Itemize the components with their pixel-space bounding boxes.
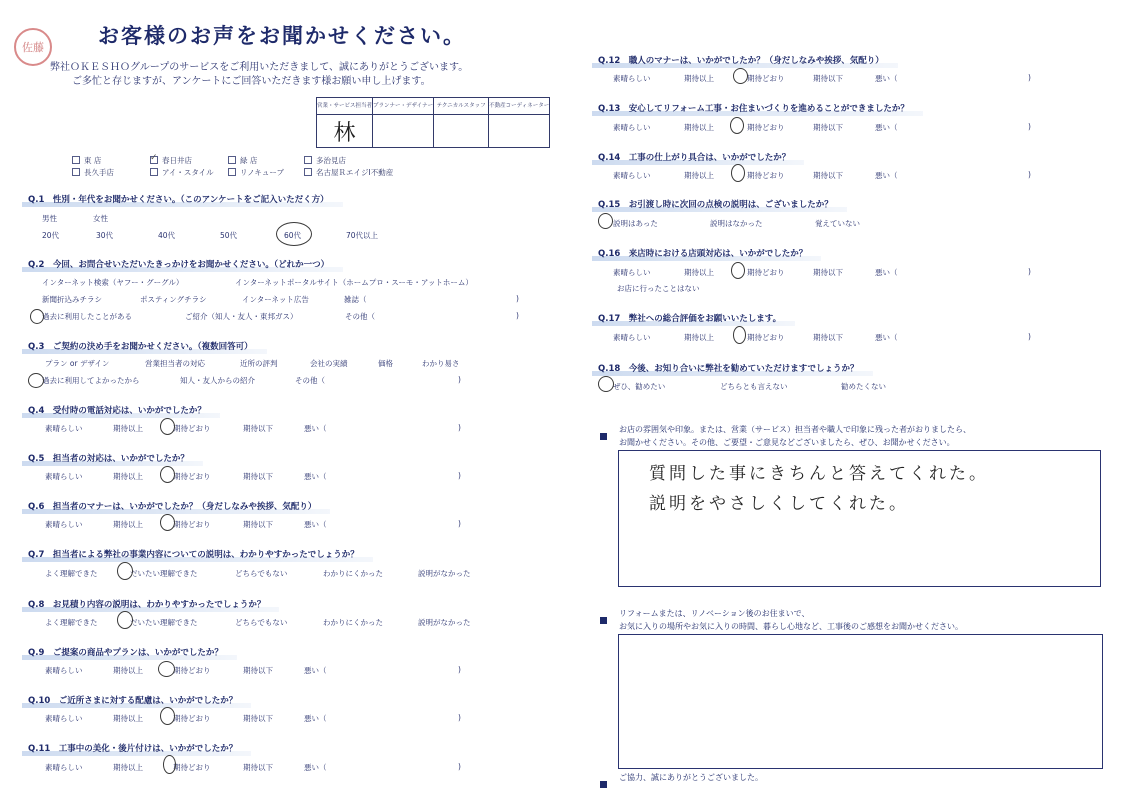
q8-option-mostly[interactable]: だいたい理解できた [130, 618, 198, 627]
q14-option-excellent[interactable]: 素晴らしい [613, 171, 651, 180]
q18-option-no[interactable]: 勧めたくない [841, 382, 886, 391]
question-16-heading: Q.16 来店時における店頭対応は、いかがでしたか？ [598, 249, 808, 259]
q5-option-above[interactable]: 期待以上 [113, 472, 143, 481]
answer-circle-mark [598, 376, 614, 392]
q2-option-internet-search[interactable]: インターネット検索（ヤフー・グーグル） [42, 278, 184, 287]
comment-box-2[interactable] [618, 634, 1103, 769]
branch-label: 東 店 [84, 156, 102, 165]
q1-option-30s[interactable]: 30代 [96, 231, 114, 240]
q7-option-neutral[interactable]: どちらでもない [235, 569, 288, 578]
q11-option-above[interactable]: 期待以上 [113, 763, 143, 772]
question-8-heading: Q.8 お見積り内容の説明は、わかりやすかったでしょうか？ [28, 600, 266, 610]
q2-option-posting-flyer[interactable]: ポスティングチラシ [140, 295, 207, 304]
thanks-text: ご協力、誠にありがとうございました。 [619, 773, 763, 782]
comment-prompt-1-line-1: お店の雰囲気や印象。または、営業（サービス）担当者や職人で印象に残った者がおりましたら、 [619, 425, 971, 434]
question-13-heading: Q.13 安心してリフォーム工事・お住まいづくりを進めることができましたか？ [598, 104, 909, 114]
q12-option-above[interactable]: 期待以上 [684, 74, 714, 83]
q10-option-excellent[interactable]: 素晴らしい [45, 714, 83, 723]
q8-option-unclear[interactable]: わかりにくかった [323, 618, 383, 627]
q1-option-20s[interactable]: 20代 [42, 231, 60, 240]
seal-stamp [14, 28, 52, 66]
question-11-heading: Q.11 工事中の美化・後片付けは、いかがでしたか？ [28, 744, 238, 754]
q6-option-excellent[interactable]: 素晴らしい [45, 520, 83, 529]
q12-option-poor[interactable]: 悪い（ [875, 74, 898, 83]
answer-circle-mark [598, 213, 613, 229]
q8-option-neutral[interactable]: どちらでもない [235, 618, 288, 627]
question-12-heading: Q.12 職人のマナーは、いかがでしたか？（身だしなみや挨拶、気配り） [598, 56, 884, 66]
staff-value-realestate[interactable] [489, 115, 550, 148]
q2-option-referral[interactable]: ご紹介（知人・友人・東邦ガス） [185, 312, 298, 321]
staff-value-technical[interactable] [434, 115, 489, 148]
branch-option[interactable] [304, 167, 394, 178]
q7-option-fully[interactable]: よく理解できた [45, 569, 98, 578]
q17-option-poor[interactable]: 悪い（ [875, 333, 898, 342]
branch-label: 緑 店 [240, 156, 258, 165]
branch-label: 多治見店 [316, 156, 346, 165]
q3-close-paren: ) [458, 375, 461, 384]
q16-option-excellent[interactable]: 素晴らしい [613, 268, 651, 277]
q3-option-referral[interactable]: 知人・友人からの紹介 [180, 376, 255, 385]
q4-option-poor[interactable]: 悪い（ [304, 424, 327, 433]
q2-option-portal-site[interactable]: インターネットポータルサイト（ホームプロ・スーモ・アットホーム） [235, 278, 473, 287]
branch-checkbox-list [72, 155, 394, 178]
question-15-heading: Q.15 お引渡し時に次回の点検の説明は、ございましたか？ [598, 200, 833, 210]
q1-option-female[interactable]: 女性 [93, 214, 108, 223]
q11-option-as-expected[interactable]: 期待どおり [173, 763, 211, 772]
q3-option-track-record[interactable]: 会社の実績 [310, 359, 348, 368]
q1-option-40s[interactable]: 40代 [158, 231, 176, 240]
branch-option[interactable] [304, 155, 394, 166]
section-marker-icon [600, 773, 617, 792]
q5-option-below[interactable]: 期待以下 [243, 472, 273, 481]
question-4-heading: Q.4 受付時の電話対応は、いかがでしたか？ [28, 406, 206, 416]
q15-option-not-explained[interactable]: 説明はなかった [710, 219, 763, 228]
q16-option-below[interactable]: 期待以下 [813, 268, 843, 277]
staff-value-sales[interactable]: 林 [317, 115, 373, 148]
q1-option-50s[interactable]: 50代 [220, 231, 238, 240]
q4-option-below[interactable]: 期待以下 [243, 424, 273, 433]
q2-option-used-before[interactable]: 過去に利用したことがある [42, 312, 132, 321]
answer-circle-mark [731, 262, 745, 279]
answer-circle-mark [733, 68, 748, 84]
q17-option-above[interactable]: 期待以上 [684, 333, 714, 342]
section-marker-icon [600, 609, 617, 628]
q8-option-fully[interactable]: よく理解できた [45, 618, 98, 627]
q5-option-as-expected[interactable]: 期待どおり [173, 472, 211, 481]
q2-option-other[interactable]: その他（ [345, 312, 375, 321]
q10-option-as-expected[interactable]: 期待どおり [173, 714, 211, 723]
q3-option-plan-design[interactable]: プラン or デザイン [45, 359, 110, 368]
q11-option-below[interactable]: 期待以下 [243, 763, 273, 772]
staff-header-planner: プランナー・デザイナー [373, 98, 434, 115]
checkbox-icon [150, 168, 158, 176]
q15-option-dont-remember[interactable]: 覚えていない [815, 219, 860, 228]
q5-option-excellent[interactable]: 素晴らしい [45, 472, 83, 481]
branch-option[interactable] [228, 155, 304, 166]
q15-option-explained[interactable]: 説明はあった [613, 219, 658, 228]
checkbox-icon [228, 156, 236, 164]
q18-option-definitely[interactable]: ぜひ、勧めたい [613, 382, 666, 391]
q5-close-paren: ) [458, 471, 461, 480]
staff-table [316, 97, 550, 148]
q1-option-70s-plus[interactable]: 70代以上 [346, 231, 379, 240]
q12-option-excellent[interactable]: 素晴らしい [613, 74, 651, 83]
q9-option-below[interactable]: 期待以下 [243, 666, 273, 675]
branch-option[interactable] [72, 155, 150, 166]
q6-close-paren: ) [458, 519, 461, 528]
handwritten-answer-line-2: 説明をやさしくしてくれた。 [649, 494, 909, 514]
q2-option-magazine[interactable]: 雑誌（ [344, 295, 367, 304]
q16-option-as-expected[interactable]: 期待どおり [747, 268, 785, 277]
q18-option-neutral[interactable]: どちらとも言えない [720, 382, 788, 391]
staff-value-planner[interactable] [373, 115, 434, 148]
question-1-heading: Q.1 性別・年代をお聞かせください。（このアンケートをご記入いただく方） [28, 195, 329, 205]
q4-close-paren: ) [458, 423, 461, 432]
page-title: お客様のお声をお聞かせください。 [98, 24, 466, 48]
branch-option[interactable] [150, 155, 228, 166]
q6-option-below[interactable]: 期待以下 [243, 520, 273, 529]
q13-close-paren: ) [1028, 122, 1031, 131]
checkbox-checked-icon [150, 156, 158, 164]
intro-line-1: 弊社ＯＫＥＳＨＯグループのサービスをご利用いただきまして、誠にありがとうございます。 [50, 62, 469, 73]
comment-prompt-1-line-2: お聞かせください。その他、ご要望・ご意見などございましたら、ぜひ、お聞かせください。 [619, 438, 955, 447]
answer-circle-mark [731, 164, 745, 182]
q17-option-excellent[interactable]: 素晴らしい [613, 333, 651, 342]
branch-label: 長久手店 [84, 168, 114, 177]
q13-option-below[interactable]: 期待以下 [813, 123, 843, 132]
comment-box-1[interactable] [618, 450, 1101, 587]
q9-option-poor[interactable]: 悪い（ [304, 666, 327, 675]
q10-option-poor[interactable]: 悪い（ [304, 714, 327, 723]
answer-circle-mark [733, 326, 746, 344]
q3-option-used-before[interactable]: 過去に利用してよかったから [42, 376, 140, 385]
question-10-heading: Q.10 ご近所さまに対する配慮は、いかがでしたか？ [28, 696, 238, 706]
checkbox-icon [228, 168, 236, 176]
q4-option-excellent[interactable]: 素晴らしい [45, 424, 83, 433]
staff-header-realestate: 不動産コーディネーター [489, 98, 550, 115]
q12-option-as-expected[interactable]: 期待どおり [747, 74, 785, 83]
q2-close-paren: ) [516, 294, 519, 303]
q5-option-poor[interactable]: 悪い（ [304, 472, 327, 481]
q16-close-paren: ) [1028, 267, 1031, 276]
q10-close-paren: ) [458, 713, 461, 722]
comment-prompt-2-line-2: お気に入りの場所やお気に入りの時間、暮らし心地など、工事後のご感想をお聞かせください。 [619, 622, 963, 631]
q16-option-never-visited[interactable]: お店に行ったことはない [617, 284, 700, 293]
checkbox-icon [72, 156, 80, 164]
q14-option-above[interactable]: 期待以上 [684, 171, 714, 180]
q17-option-as-expected[interactable]: 期待どおり [747, 333, 785, 342]
checkbox-icon [304, 156, 312, 164]
q12-option-below[interactable]: 期待以下 [813, 74, 843, 83]
section-marker-icon [600, 425, 617, 444]
q3-option-other[interactable]: その他（ [295, 376, 325, 385]
seal-stamp-text: 佐藤 [22, 40, 44, 54]
q11-option-excellent[interactable]: 素晴らしい [45, 763, 83, 772]
question-17-heading: Q.17 弊社への総合評価をお願いいたします。 [598, 314, 782, 324]
q13-option-excellent[interactable]: 素晴らしい [613, 123, 651, 132]
q4-option-above[interactable]: 期待以上 [113, 424, 143, 433]
q2-close-paren: ) [516, 311, 519, 320]
q17-close-paren: ) [1028, 332, 1031, 341]
q6-option-poor[interactable]: 悪い（ [304, 520, 327, 529]
branch-label: 春日井店 [162, 156, 192, 165]
branch-option[interactable] [72, 167, 150, 178]
question-7-heading: Q.7 担当者による弊社の事業内容についての説明は、わかりやすかったでしょうか？ [28, 550, 359, 560]
q7-option-none[interactable]: 説明がなかった [418, 569, 471, 578]
q9-option-as-expected[interactable]: 期待どおり [173, 666, 211, 675]
branch-label: アイ・スタイル [162, 168, 214, 177]
branch-option[interactable] [228, 167, 304, 178]
q8-option-none[interactable]: 説明がなかった [418, 618, 471, 627]
answer-circle-mark [730, 117, 744, 134]
q6-option-as-expected[interactable]: 期待どおり [173, 520, 211, 529]
question-2-heading: Q.2 今回、お問合せいただいたきっかけをお聞かせください。（どれか一つ） [28, 260, 330, 270]
q14-option-as-expected[interactable]: 期待どおり [747, 171, 785, 180]
q10-option-above[interactable]: 期待以上 [113, 714, 143, 723]
q7-option-unclear[interactable]: わかりにくかった [323, 569, 383, 578]
staff-header-sales: 営業・サービス担当者 [317, 98, 373, 115]
q14-close-paren: ) [1028, 170, 1031, 179]
branch-label: 名古屋ＲエイジI不動産 [316, 168, 394, 177]
comment-prompt-2-line-1: リフォームまたは、リノベーション後のお住まいで、 [619, 609, 810, 618]
question-14-heading: Q.14 工事の仕上がり具合は、いかがでしたか？ [598, 153, 791, 163]
q7-option-mostly[interactable]: だいたい理解できた [130, 569, 198, 578]
q12-close-paren: ) [1028, 73, 1031, 82]
question-5-heading: Q.5 担当者の対応は、いかがでしたか？ [28, 454, 189, 464]
question-9-heading: Q.9 ご提案の商品やプランは、いかがでしたか？ [28, 648, 223, 658]
q11-option-poor[interactable]: 悪い（ [304, 763, 327, 772]
q2-option-internet-ad[interactable]: インターネット広告 [242, 295, 309, 304]
q16-option-above[interactable]: 期待以上 [684, 268, 714, 277]
checkbox-icon [304, 168, 312, 176]
q10-option-below[interactable]: 期待以下 [243, 714, 273, 723]
q14-option-below[interactable]: 期待以下 [813, 171, 843, 180]
q14-option-poor[interactable]: 悪い（ [875, 171, 898, 180]
branch-label: リノキューブ [240, 168, 285, 177]
q3-option-price[interactable]: 価格 [378, 359, 393, 368]
q17-option-below[interactable]: 期待以下 [813, 333, 843, 342]
q3-option-reputation[interactable]: 近所の評判 [240, 359, 278, 368]
handwritten-answer-line-1: 質問した事にきちんと答えてくれた。 [649, 464, 989, 484]
q6-option-above[interactable]: 期待以上 [113, 520, 143, 529]
question-6-heading: Q.6 担当者のマナーは、いかがでしたか？（身だしなみや挨拶、気配り） [28, 502, 317, 512]
q9-option-excellent[interactable]: 素晴らしい [45, 666, 83, 675]
q1-option-male[interactable]: 男性 [42, 214, 57, 223]
checkbox-icon [72, 168, 80, 176]
q2-option-newspaper-flyer[interactable]: 新聞折込みチラシ [42, 295, 102, 304]
branch-option[interactable] [150, 167, 228, 178]
q11-close-paren: ) [458, 762, 461, 771]
question-3-heading: Q.3 ご契約の決め手をお聞かせください。（複数回答可） [28, 342, 253, 352]
q9-close-paren: ) [458, 665, 461, 674]
staff-header-technical: テクニカルスタッフ [434, 98, 489, 115]
q13-option-poor[interactable]: 悪い（ [875, 123, 898, 132]
q13-option-above[interactable]: 期待以上 [684, 123, 714, 132]
q4-option-as-expected[interactable]: 期待どおり [173, 424, 211, 433]
q16-option-poor[interactable]: 悪い（ [875, 268, 898, 277]
q9-option-above[interactable]: 期待以上 [113, 666, 143, 675]
q3-option-clarity[interactable]: わかり易さ [422, 359, 460, 368]
q1-option-60s[interactable]: 60代 [284, 231, 302, 240]
q13-option-as-expected[interactable]: 期待どおり [747, 123, 785, 132]
question-18-heading: Q.18 今後、お知り合いに弊社を勧めていただけますでしょうか？ [598, 364, 859, 374]
q3-option-staff-response[interactable]: 営業担当者の対応 [145, 359, 205, 368]
intro-line-2: ご多忙と存じますが、アンケートにご回答いただきます様お願い申し上げます。 [72, 76, 431, 87]
